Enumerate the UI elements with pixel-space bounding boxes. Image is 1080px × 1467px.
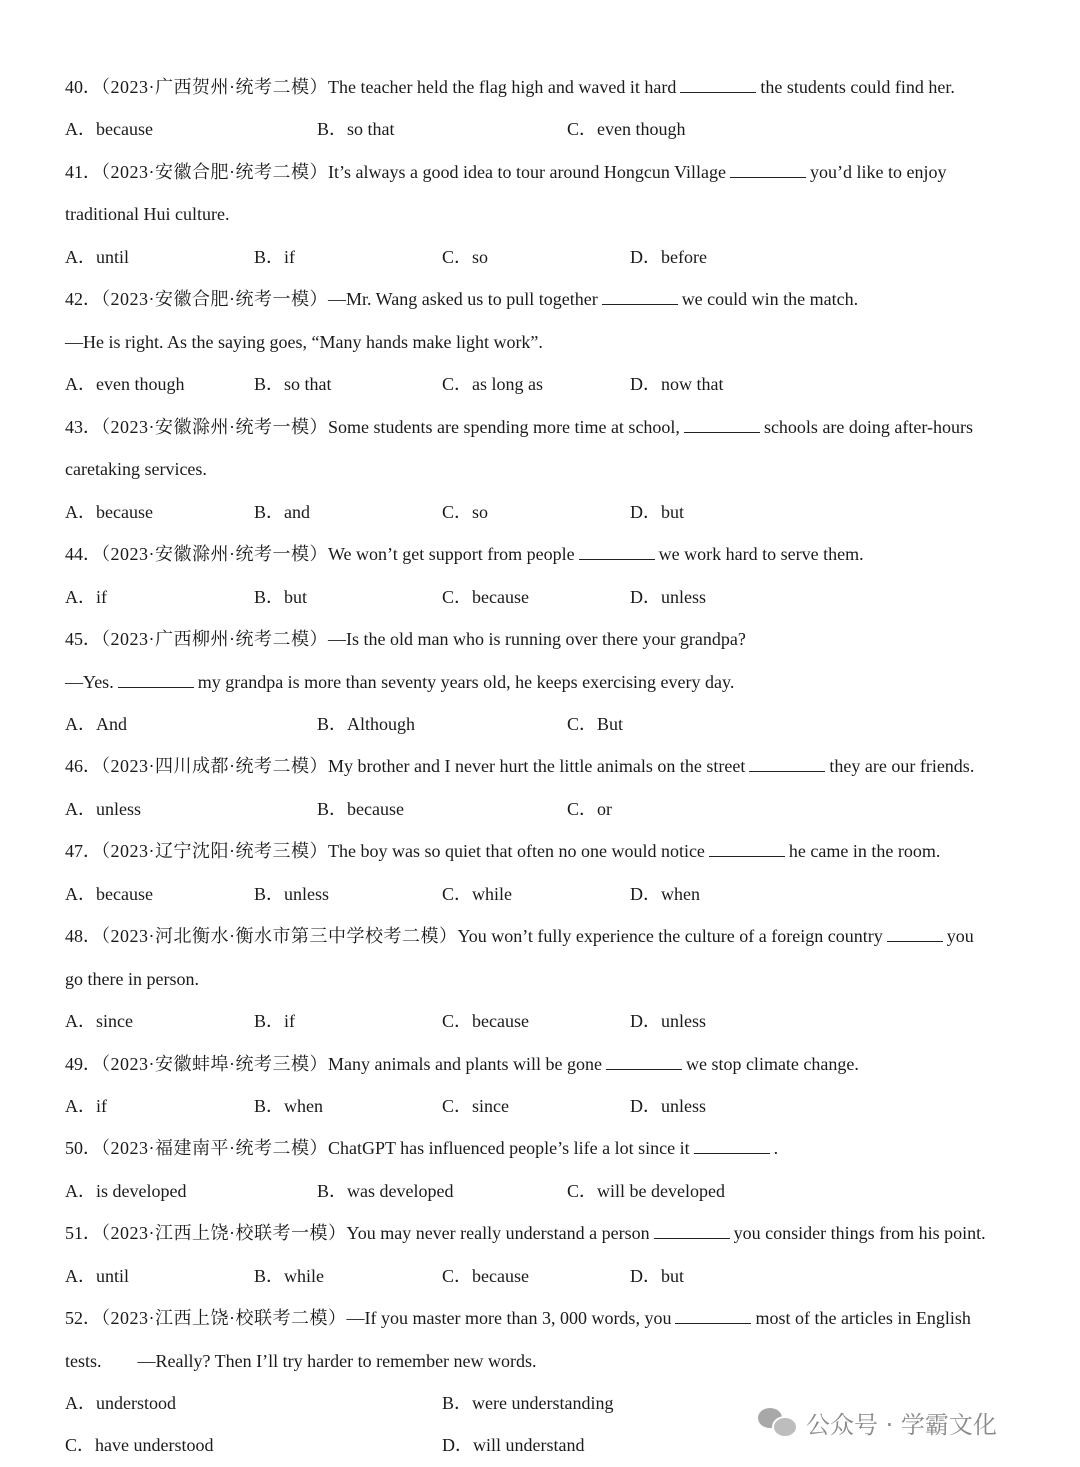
answer-blank [730,159,806,178]
question-number: 48． [65,926,101,946]
question-source: （2023·辽宁沈阳·统考三模） [101,841,328,861]
question-text: You may never really understand a person [346,1223,650,1243]
question-51 [65,1218,986,1248]
option-c[interactable]: C．because [442,1266,529,1286]
option-c[interactable]: C．so [442,247,489,267]
answer-blank [602,286,678,305]
question-number: 49． [65,1054,101,1074]
question-text: It’s always a good idea to tour around Hongcun Village [328,162,726,182]
option-b[interactable]: B．when [254,1096,323,1116]
question-text: my grandpa is more than seventy years old, he keeps exercising every day. [197,672,735,692]
question-50 [65,1133,778,1163]
question-45 [65,624,746,654]
watermark [758,1400,1058,1444]
question-text: Some students are spending more time at school, [328,417,680,437]
question-number: 44． [65,544,101,564]
question-source: （2023·广西柳州·统考二模） [101,629,328,649]
option-d[interactable]: D．but [630,1266,684,1286]
question-source: （2023·安徽滁州·统考一模） [101,544,328,564]
option-a[interactable]: A．since [65,1011,133,1031]
question-number: 47． [65,841,101,861]
option-b[interactable]: B．so that [317,119,395,139]
question-number: 42． [65,289,101,309]
question-text: traditional Hui culture. [65,204,230,224]
wechat-icon [758,1406,798,1438]
question-text: —Mr. Wang asked us to pull together [328,289,598,309]
question-48 [65,921,974,951]
question-text: the students could find her. [760,77,955,97]
question-text: —If you master more than 3, 000 words, you [346,1308,672,1328]
answer-blank [654,1220,730,1239]
question-number: 40． [65,77,101,97]
option-a[interactable]: A．understood [65,1393,176,1413]
question-48-continued [65,964,199,994]
question-number: 51． [65,1223,101,1243]
question-42-continued [65,327,543,357]
question-text: most of the articles in English [755,1308,971,1328]
answer-blank [606,1051,682,1070]
option-b[interactable]: B．so that [254,374,332,394]
question-43 [65,412,973,442]
option-d[interactable]: D．will understand [442,1435,585,1455]
option-d[interactable]: D．unless [630,1011,706,1031]
option-c[interactable]: C．have understood [65,1435,214,1455]
question-46 [65,751,974,781]
option-d[interactable]: D．unless [630,1096,706,1116]
question-source: （2023·安徽蚌埠·统考三模） [101,1054,328,1074]
question-42 [65,284,858,314]
answer-blank [887,923,943,942]
option-c[interactable]: C．because [442,587,529,607]
option-a[interactable]: A．if [65,1096,107,1116]
question-text: We won’t get support from people [328,544,575,564]
option-c[interactable]: C．while [442,884,512,904]
question-text: we work hard to serve them. [658,544,864,564]
option-a[interactable]: A．if [65,587,107,607]
question-source: （2023·广西贺州·统考二模） [101,77,328,97]
option-a[interactable]: A．even though [65,374,185,394]
option-a[interactable]: A．until [65,247,130,267]
question-text: —He is right. As the saying goes, “Many hands make light work”. [65,332,543,352]
question-text: ChatGPT has influenced people’s life a lot since it [328,1138,690,1158]
option-b[interactable]: B．but [254,587,308,607]
answer-blank [684,414,760,433]
question-text: we stop climate change. [685,1054,859,1074]
question-text: you’d like to enjoy [810,162,947,182]
question-number: 50． [65,1138,101,1158]
option-c[interactable]: C．But [567,714,624,734]
question-text: Many animals and plants will be gone [328,1054,602,1074]
question-49 [65,1049,859,1079]
option-d[interactable]: D．before [630,247,707,267]
question-text: we could win the match. [681,289,859,309]
option-b[interactable]: B．Although [317,714,416,734]
question-text: you consider things from his point. [733,1223,986,1243]
question-text: he came in the room. [788,841,941,861]
option-b[interactable]: B．if [254,247,296,267]
option-d[interactable]: D．now that [630,374,724,394]
option-a[interactable]: A．unless [65,799,141,819]
question-text: tests. —Really? Then I’ll try harder to remember new words. [65,1351,537,1371]
answer-blank [709,838,785,857]
question-source: （2023·河北衡水·衡水市第三中学校考二模） [101,926,458,946]
question-text: . [773,1138,779,1158]
answer-blank [680,74,756,93]
answer-blank [675,1305,751,1324]
answer-blank [118,669,194,688]
question-52 [65,1303,971,1333]
option-b[interactable]: B．because [317,799,404,819]
option-a[interactable]: A．until [65,1266,130,1286]
option-c[interactable]: C．even though [567,119,686,139]
question-41 [65,157,946,187]
question-source: （2023·江西上饶·校联考一模） [101,1223,347,1243]
question-number: 52． [65,1308,101,1328]
question-40 [65,72,955,102]
option-b[interactable]: B．while [254,1266,324,1286]
option-c[interactable]: C．will be developed [567,1181,725,1201]
option-b[interactable]: B．was developed [317,1181,454,1201]
question-text: You won’t fully experience the culture of a foreign country [457,926,883,946]
option-c[interactable]: C．or [567,799,612,819]
question-text: go there in person. [65,969,199,989]
question-45-continued [65,667,734,697]
question-text: The teacher held the flag high and waved it hard [328,77,677,97]
question-text: they are our friends. [829,756,975,776]
question-text: My brother and I never hurt the little animals on the street [328,756,746,776]
question-text: caretaking services. [65,459,207,479]
question-44 [65,539,864,569]
option-a[interactable]: A．is developed [65,1181,187,1201]
question-text: you [946,926,974,946]
option-b[interactable]: B．were understanding [442,1393,614,1413]
option-b[interactable]: B．if [254,1011,296,1031]
option-d[interactable]: D．but [630,502,684,522]
option-c[interactable]: C．because [442,1011,529,1031]
question-text: The boy was so quiet that often no one would notice [328,841,705,861]
answer-blank [694,1135,770,1154]
question-source: （2023·四川成都·统考二模） [101,756,328,776]
option-b[interactable]: B．and [254,502,310,522]
watermark-text: 公众号 · 学霸文化 [806,1410,997,1439]
question-43-continued [65,454,207,484]
answer-blank [749,753,825,772]
question-source: （2023·安徽合肥·统考一模） [101,289,328,309]
option-c[interactable]: C．so [442,502,489,522]
question-source: （2023·安徽滁州·统考一模） [101,417,328,437]
question-source: （2023·福建南平·统考二模） [101,1138,328,1158]
option-a[interactable]: A．And [65,714,127,734]
option-d[interactable]: D．unless [630,587,706,607]
option-c[interactable]: C．since [442,1096,509,1116]
option-a[interactable]: A．because [65,502,153,522]
option-a[interactable]: A．because [65,884,153,904]
option-c[interactable]: C．as long as [442,374,543,394]
question-41-continued [65,199,229,229]
question-52-continued [65,1346,537,1376]
question-number: 41． [65,162,101,182]
question-number: 43． [65,417,101,437]
option-a[interactable]: A．because [65,119,153,139]
question-text: schools are doing after-hours [763,417,974,437]
question-number: 45． [65,629,101,649]
answer-blank [579,541,655,560]
question-source: （2023·安徽合肥·统考二模） [101,162,328,182]
question-text: —Is the old man who is running over there your grandpa? [328,629,746,649]
option-b[interactable]: B．unless [254,884,330,904]
option-d[interactable]: D．when [630,884,700,904]
question-text: —Yes. [65,672,114,692]
question-source: （2023·江西上饶·校联考二模） [101,1308,347,1328]
question-47 [65,836,940,866]
question-number: 46． [65,756,101,776]
